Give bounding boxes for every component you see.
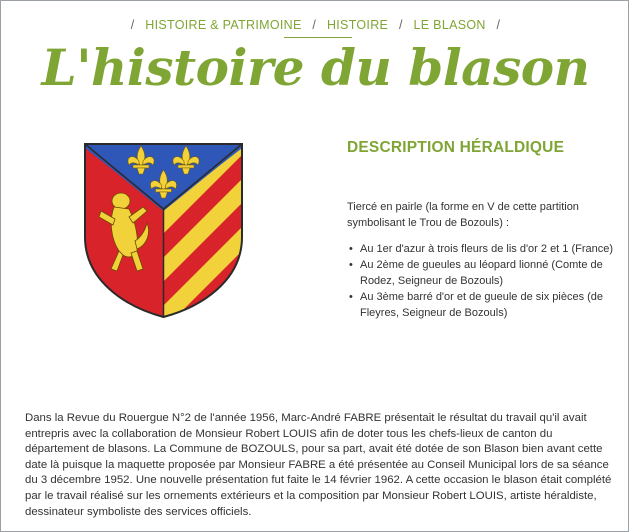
list-item: • Au 2ème de gueules au léopard lionné (Comte de Rodez, Seigneur de Bozouls) — [347, 257, 615, 289]
heraldic-description-title: DESCRIPTION HÉRALDIQUE — [347, 139, 565, 156]
breadcrumb-separator: / — [312, 18, 317, 32]
heraldic-description-list — [347, 241, 615, 321]
list-item: • Au 1er d'azur à trois fleurs de lis d'or 2 et 1 (France) — [347, 241, 615, 257]
breadcrumb-item-le-blason[interactable]: LE BLASON — [413, 18, 486, 32]
breadcrumb-separator: / — [496, 18, 501, 32]
breadcrumb-item-histoire[interactable]: HISTOIRE — [326, 18, 389, 32]
list-item: • Au 3ème barré d'or et de gueule de six pièces (de Fleyres, Seigneur de Bozouls) — [347, 289, 615, 321]
history-paragraph: Dans la Revue du Rouergue N°2 de l'année 1956, Marc-André FABRE présentait le résultat du travail qu'il avait entrepris avec la collaboration de Monsieur Robert LOUIS afin de doter tous les chefs-lieux de canton du département de blasons. La Commune de BOZOULS, pour sa part, avait été dotée de son Blason bien avant cette date là puisque la maquette proposée par Monsieur FABRE a été présentée au Conseil Municipal lors de sa séance du 3 décembre 1952. Une nouvelle présentation fut faite le 14 février 1962. A cette occasion le blason était complété par le travail réalisé sur les ornements extérieurs et la composition par Monsieur Robert LOUIS, artiste héraldiste, dessinateur symboliste des services officiels. — [25, 412, 612, 518]
breadcrumb-separator: / — [130, 18, 135, 32]
breadcrumb-separator: / — [398, 18, 403, 32]
heraldic-description-intro: Tiercé en pairle (la forme en V de cette partition symbolisant le Trou de Bozouls) : — [347, 201, 579, 229]
coat-of-arms-icon — [81, 141, 246, 319]
breadcrumb — [1, 18, 629, 32]
breadcrumb-item-histoire-patrimoine[interactable]: HISTOIRE & PATRIMOINE — [145, 18, 302, 32]
page-title: L'histoire du blason — [41, 38, 590, 97]
